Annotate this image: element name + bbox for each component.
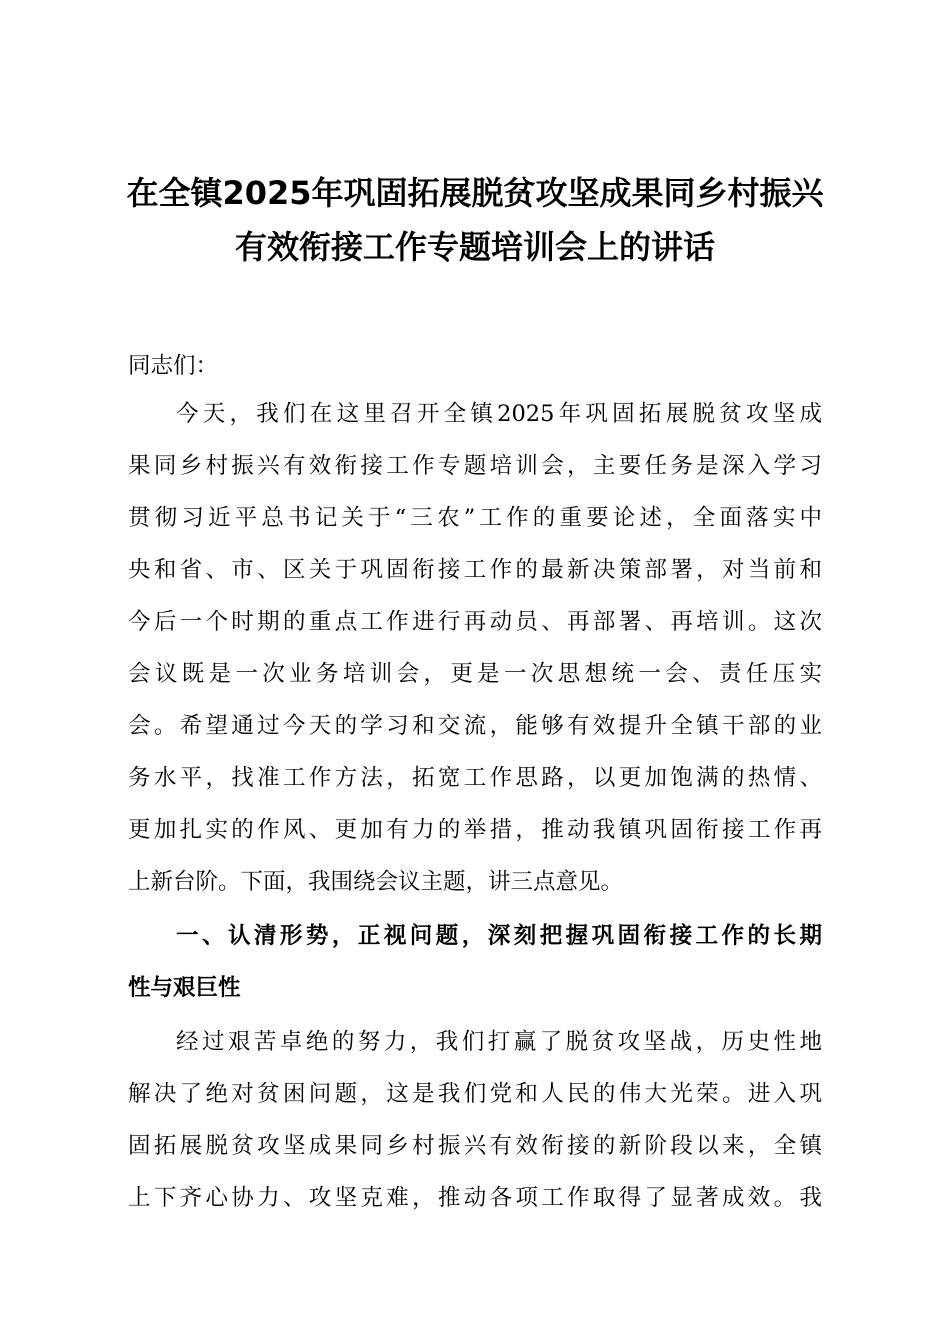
- paragraph-1-line-4: 央和省、市、区关于巩固衔接工作的最新决策部署，对当前和: [128, 557, 822, 583]
- salutation: 同志们：: [128, 353, 219, 379]
- paragraph-1-line-9: 更加扎实的作风、更加有力的举措，推动我镇巩固衔接工作再: [128, 817, 822, 843]
- paragraph-1-line-2: 果同乡村振兴有效衔接工作专题培训会，主要任务是深入学习: [128, 453, 822, 479]
- document-title-line-1: 在全镇2025年巩固拓展脱贫攻坚成果同乡村振兴: [126, 174, 824, 212]
- paragraph-1-line-6: 会议既是一次业务培训会，更是一次思想统一会、责任压实: [128, 661, 822, 687]
- section-heading-1-line-2: 性与艰巨性: [128, 975, 241, 1001]
- paragraph-1-line-7: 会。希望通过今天的学习和交流，能够有效提升全镇干部的业: [128, 713, 822, 739]
- paragraph-1-line-3: 贯彻习近平总书记关于“三农”工作的重要论述，全面落实中: [128, 505, 822, 531]
- paragraph-1-line-8: 务水平，找准工作方法，拓宽工作思路，以更加饱满的热情、: [128, 765, 822, 791]
- paragraph-1-line-10: 上新台阶。下面，我围绕会议主题，讲三点意见。: [128, 869, 624, 895]
- paragraph-2-line-2: 解决了绝对贫困问题，这是我们党和人民的伟大光荣。进入巩: [128, 1081, 822, 1107]
- paragraph-1-line-5: 今后一个时期的重点工作进行再动员、再部署、再培训。这次: [128, 609, 822, 635]
- paragraph-1-line-1: 今天，我们在这里召开全镇2025年巩固拓展脱贫攻坚成: [176, 401, 822, 427]
- paragraph-2-line-4: 上下齐心协力、攻坚克难，推动各项工作取得了显著成效。我: [128, 1185, 822, 1211]
- paragraph-2-line-1: 经过艰苦卓绝的努力，我们打赢了脱贫攻坚战，历史性地: [176, 1029, 822, 1055]
- paragraph-2-line-3: 固拓展脱贫攻坚成果同乡村振兴有效衔接的新阶段以来，全镇: [128, 1133, 822, 1159]
- section-heading-1-line-1: 一、认清形势，正视问题，深刻把握巩固衔接工作的长期: [176, 923, 822, 949]
- document-title-line-2: 有效衔接工作专题培训会上的讲话: [234, 228, 715, 266]
